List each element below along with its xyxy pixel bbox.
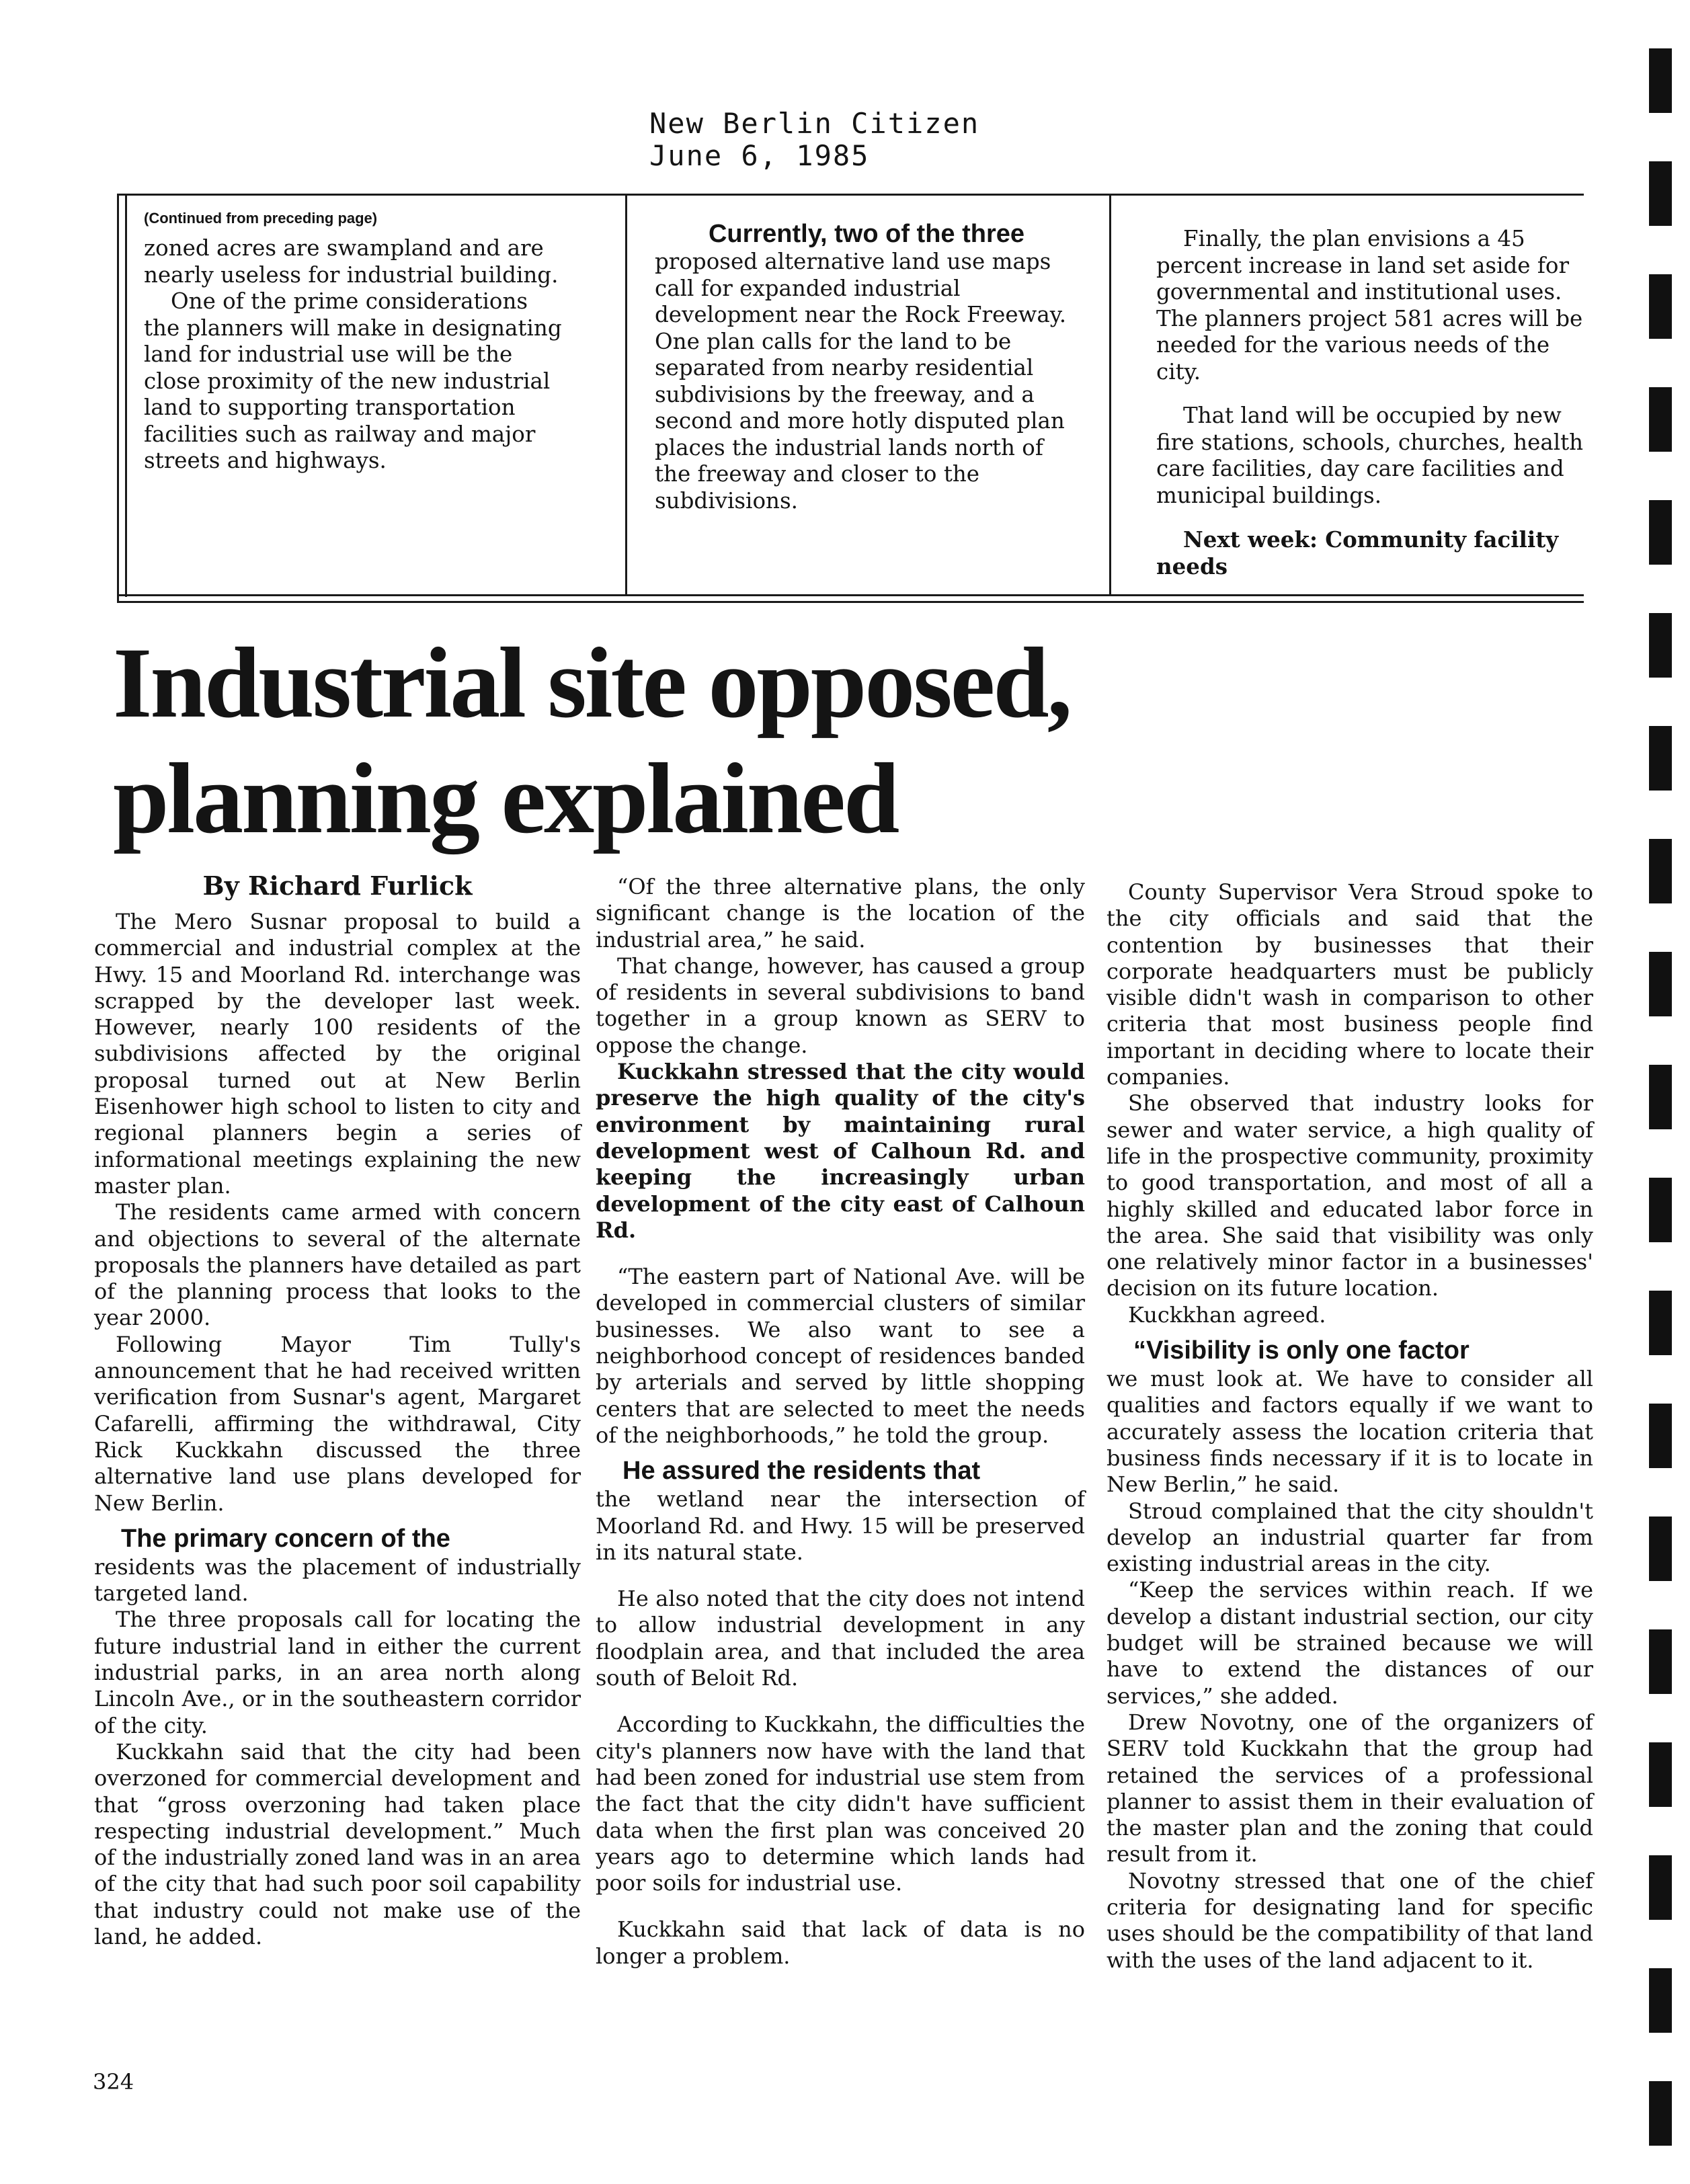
masthead — [649, 108, 979, 172]
paragraph: zoned acres are swampland and are nearly useless for industrial building. — [144, 235, 559, 288]
box-divider-1 — [625, 194, 627, 594]
headline-line-2: planning explained — [113, 743, 898, 854]
paragraph: County Supervisor Vera Stroud spoke to the city officials and said that the contention by businesses that their corporate headquarters must be publicly visible didn't wash in comparison to other criteria that most business people find important in deciding where to locate their companies. — [1106, 879, 1593, 1090]
paragraph: According to Kuckkahn, the difficulties the city's planners now have with the land that had been zoned for industrial use stem from the fact that the city didn't have sufficient data when the first plan was conceived 20 years ago to determine which lands had poor soils for industrial use. — [596, 1711, 1085, 1896]
box-bottom-rule — [117, 594, 1584, 596]
binding-mark — [1649, 1968, 1672, 2033]
next-week-note: Next week: Community facility needs — [1156, 526, 1559, 579]
binding-mark — [1649, 500, 1672, 565]
paragraph: The residents came armed with concern and objections to several of the alternate proposals the planners have detailed as part of the planning process that looks to the year 2000. — [94, 1199, 581, 1331]
article-column-1 — [94, 867, 581, 1950]
paragraph: “The eastern part of National Ave. will be developed in commercial clusters of similar businesses. We also want to see a neighborhood concept of residences banded by arterials and served by little shopping centers that are selected to meet the needs of the neighborhoods,” he told the group. — [596, 1264, 1085, 1448]
continued-note: (Continued from preceding page) — [144, 210, 378, 227]
binding-mark — [1649, 1516, 1672, 1581]
box-bottom-rule-2 — [117, 601, 1584, 603]
subhead: The primary concern of the — [121, 1524, 450, 1553]
binding-mark — [1649, 726, 1672, 791]
binding-mark — [1649, 274, 1672, 339]
binding-mark — [1649, 48, 1672, 113]
article-column-3 — [1106, 879, 1593, 1974]
binding-mark — [1649, 387, 1672, 452]
box-column-1 — [144, 208, 567, 475]
binding-mark — [1649, 1855, 1672, 1920]
paragraph: “Keep the services within reach. If we develop a distant industrial section, our city budget will be strained because we will have to extend the distances of our services,” she added. — [1106, 1577, 1593, 1709]
box-left-rule-2 — [125, 194, 127, 597]
paper-name: New Berlin Citizen — [649, 107, 980, 140]
box-column-2 — [655, 219, 1078, 514]
page-number: 324 — [93, 2069, 134, 2095]
byline: By Richard Furlick — [202, 871, 473, 901]
paragraph: Following Mayor Tim Tully's announcement that he had received written verification from Susnar's agent, Margaret Cafarelli, affirming the withdrawal, City Rick Kuckkahn discussed the three alternative land use plans developed for New Berlin. — [94, 1331, 581, 1516]
paragraph: proposed alternative land use maps call for expanded industrial development near the Rock Freeway. One plan calls for the land to be separated from nearby residential subdivisions by the freeway, and a second and more hotly disputed plan places the industrial lands north of the freeway and closer to the subdivisions. — [655, 249, 1067, 514]
box-top-rule — [117, 194, 1584, 196]
box-column-3 — [1156, 226, 1586, 579]
paragraph: residents was the placement of industrially targeted land. — [94, 1553, 581, 1607]
box-divider-2 — [1109, 194, 1111, 594]
subhead: “Visibility is only one factor — [1133, 1336, 1470, 1365]
binding-mark — [1649, 1065, 1672, 1129]
box-lead-in: Currently, two of the three — [708, 220, 1025, 248]
binding-mark — [1649, 613, 1672, 678]
paragraph: Finally, the plan envisions a 45 percent increase in land set aside for governmental and institutional uses. The planners project 581 acres will be needed for the various needs of the city. — [1156, 226, 1583, 385]
paragraph: Kuckkahn stressed that the city would preserve the high quality of the city's environment by maintaining rural development west of Calhoun Rd. and keeping the increasingly urban development of the city east of Calhoun Rd. — [596, 1059, 1085, 1243]
paragraph: Kuckkahn said that the city had been overzoned for commercial development and that “gross overzoning had taken place respecting industrial development.” Much of the industrially zoned land was in an area of the city that had such poor soil capability that industry could not make use of the land, he added. — [94, 1738, 581, 1949]
paragraph: Kuckkhan agreed. — [1128, 1301, 1326, 1328]
article-column-2 — [596, 874, 1085, 1970]
binding-mark — [1649, 2081, 1672, 2146]
binding-mark — [1649, 1629, 1672, 1694]
paragraph: Kuckkahn said that lack of data is no longer a problem. — [596, 1916, 1085, 1969]
headline — [113, 625, 1189, 856]
binding-mark — [1649, 1291, 1672, 1355]
binding-mark — [1649, 1404, 1672, 1468]
paragraph: He also noted that the city does not intend to allow industrial development in any floodplain area, and that included the area south of Beloit Rd. — [596, 1586, 1085, 1691]
paragraph: She observed that industry looks for sewer and water service, a high quality of life in the prospective community, proximity to good transportation, and most of all a highly skilled and educated labor force in the area. She said that visibility was only one relatively minor factor in a businesses' decision on its future location. — [1106, 1090, 1593, 1301]
paragraph: Stroud complained that the city shouldn't develop an industrial quarter far from existing industrial areas in the city. — [1106, 1498, 1593, 1577]
binding-mark — [1649, 839, 1672, 903]
paragraph: Novotny stressed that one of the chief criteria for designating land for specific uses should be the compatibility of that land with the uses of the land adjacent to it. — [1106, 1867, 1593, 1973]
binding-mark — [1649, 161, 1672, 226]
binding-mark — [1649, 952, 1672, 1016]
paragraph: “Of the three alternative plans, the only significant change is the location of the industrial area,” he said. — [596, 874, 1085, 953]
paragraph: Drew Novotny, one of the organizers of SERV told Kuckkahn that the group had retained the services of a professional planner to assist them in their evaluation of the master plan and the zoning that could result from it. — [1106, 1709, 1593, 1867]
binding-mark — [1649, 1178, 1672, 1242]
paragraph: The three proposals call for locating the future industrial land in either the current industrial parks, in an area north along Lincoln Ave., or in the southeastern corridor of the city. — [94, 1607, 581, 1738]
paragraph: the wetland near the intersection of Moorland Rd. and Hwy. 15 will be preserved in its natural state. — [596, 1486, 1085, 1565]
paragraph: That land will be occupied by new fire stations, schools, churches, health care facilities, day care facilities and municipal buildings. — [1156, 403, 1584, 508]
paragraph: we must look at. We have to consider all qualities and factors equally if we want to accurately assess the location criteria that business finds necessary if it is to locate in New Berlin,” he said. — [1106, 1366, 1593, 1498]
subhead: He assured the residents that — [622, 1457, 981, 1486]
box-left-rule — [117, 194, 119, 603]
issue-date: June 6, 1985 — [649, 139, 870, 172]
headline-line-1: Industrial site opposed, — [113, 627, 1071, 739]
paragraph: That change, however, has caused a group of residents in several subdivisions to band together in a group known as SERV to oppose the change. — [596, 953, 1085, 1058]
binding-mark — [1649, 1742, 1672, 1807]
paragraph: The Mero Susnar proposal to build a commercial and industrial complex at the Hwy. 15 and Moorland Rd. interchange was scrapped by the developer last week. However, nearly 100 residents of the subdivisions affected by the original proposal turned out at New Berlin Eisenhower high school to listen to city and regional planners begin a series of informational meetings explaining the new master plan. — [94, 909, 581, 1199]
paragraph: One of the prime considerations the planners will make in designating land for industrial use will be the close proximity of the new industrial land to supporting transportation facilities such as railway and major streets and highways. — [144, 288, 562, 473]
